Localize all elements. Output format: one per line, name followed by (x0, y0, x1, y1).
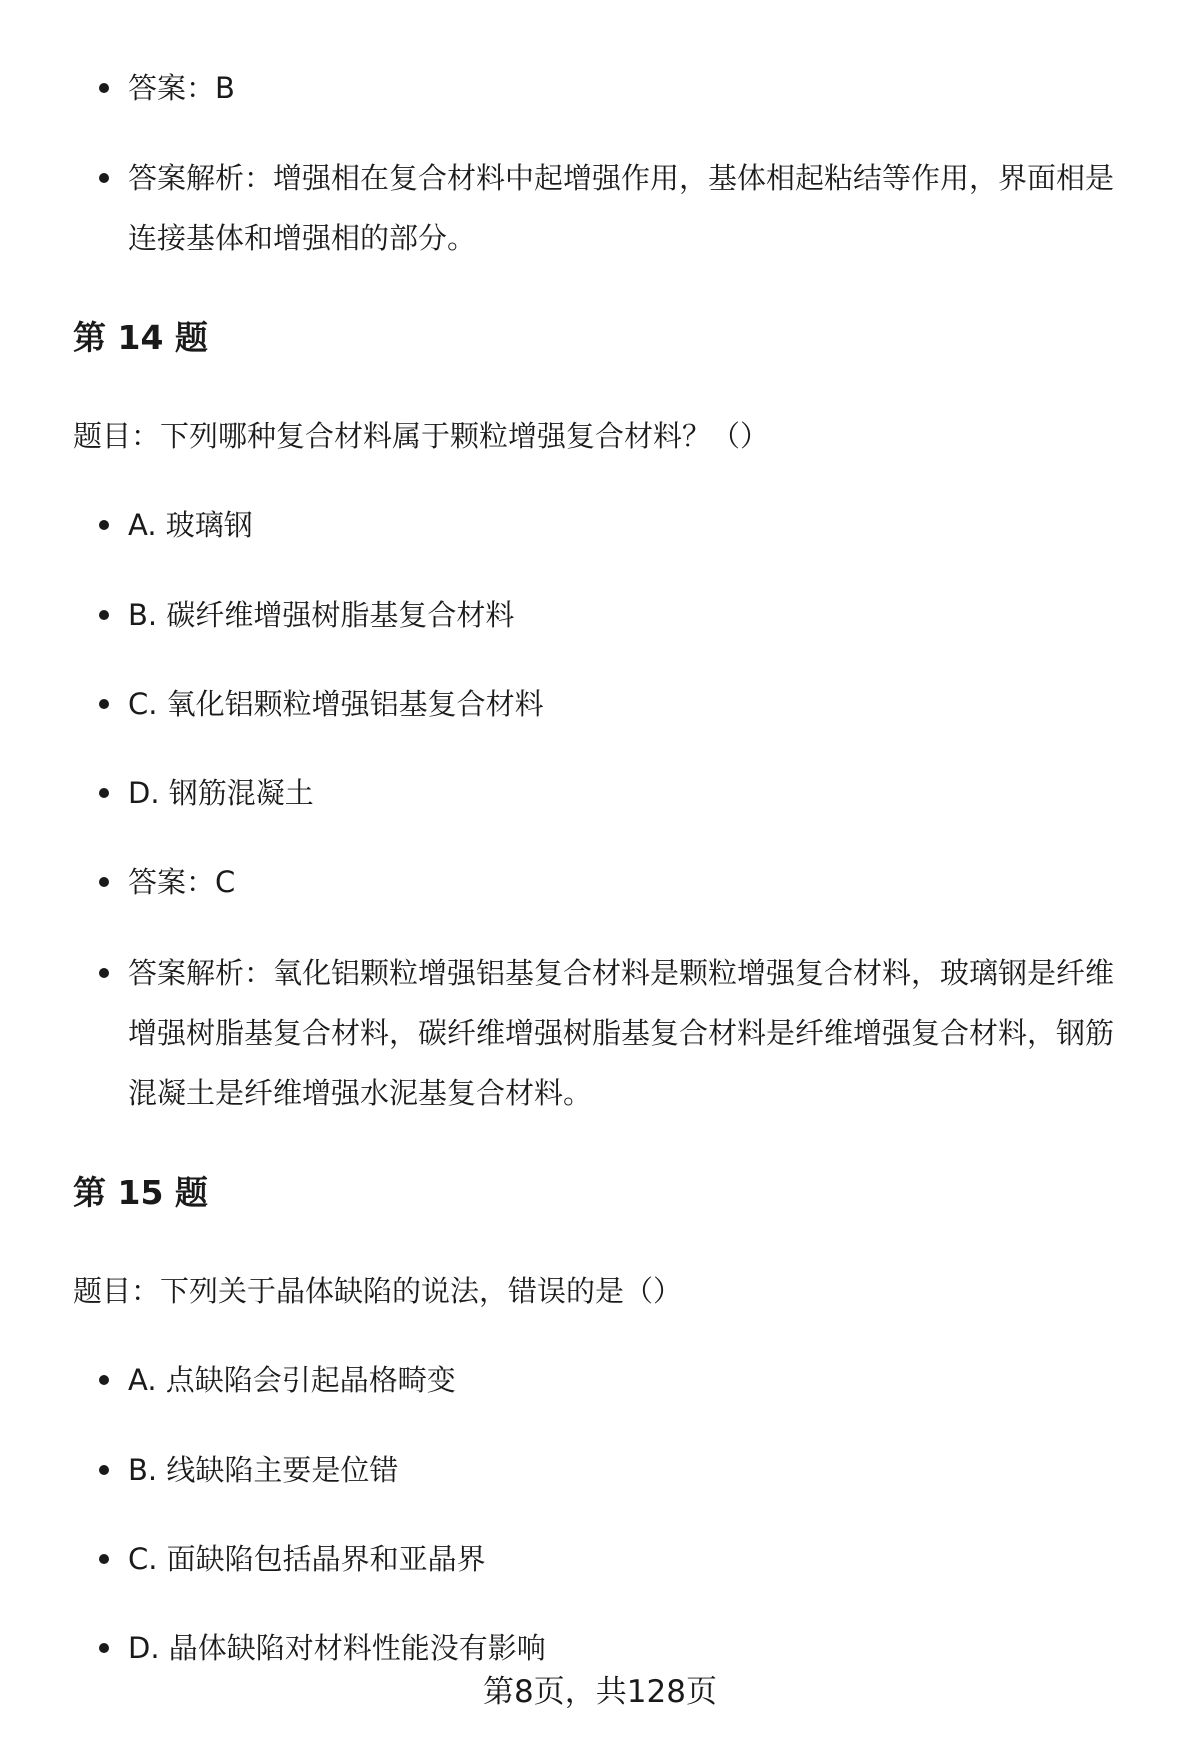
question-14-option-b: B. 碳纤维增强树脂基复合材料 (128, 585, 1138, 645)
page-number-footer: 第8页，共128页 (483, 1674, 717, 1710)
question-14-text: 题目：下列哪种复合材料属于颗粒增强复合材料？（） (73, 419, 770, 453)
question-14-option-c: C. 氧化铝颗粒增强铝基复合材料 (128, 674, 1138, 734)
explanation-14: 答案解析：氧化铝颗粒增强铝基复合材料是颗粒增强复合材料，玻璃钢是纤维增强树脂基复合材料，碳纤维增强树脂基复合材料是纤维增强复合材料，钢筋混凝土是纤维增强水泥基复合材料。 (128, 943, 1138, 1123)
question-15-option-c: C. 面缺陷包括晶界和亚晶界 (128, 1529, 1138, 1589)
explanation-13: 答案解析：增强相在复合材料中起增强作用，基体相起粘结等作用，界面相是连接基体和增强相的部分。 (128, 148, 1138, 268)
question-15-heading: 第 15 题 (73, 1173, 208, 1212)
answer-13: 答案：B (128, 58, 1138, 118)
question-14-option-a: A. 玻璃钢 (128, 495, 1138, 555)
question-15-text: 题目：下列关于晶体缺陷的说法，错误的是（） (73, 1274, 683, 1308)
question-14-heading: 第 14 题 (73, 318, 208, 357)
answer-14: 答案：C (128, 852, 1138, 912)
question-15-option-b: B. 线缺陷主要是位错 (128, 1440, 1138, 1500)
question-15-option-d: D. 晶体缺陷对材料性能没有影响 (128, 1618, 1138, 1678)
question-14-option-d: D. 钢筋混凝土 (128, 763, 1138, 823)
question-15-option-a: A. 点缺陷会引起晶格畸变 (128, 1350, 1138, 1410)
